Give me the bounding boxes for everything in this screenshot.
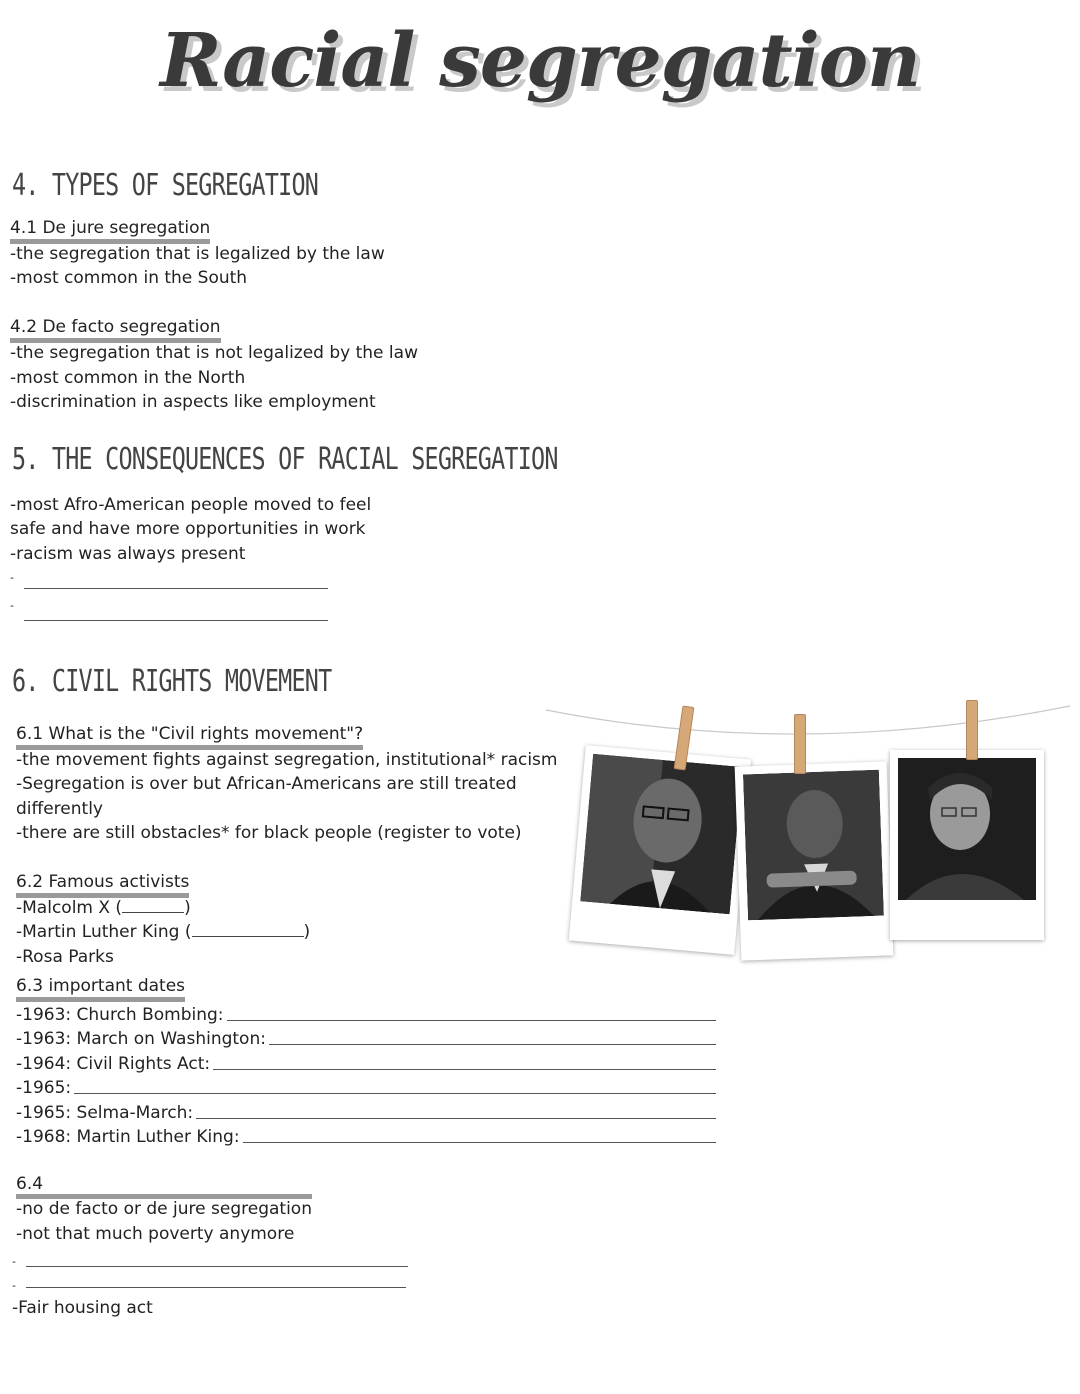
section-4-1-line: -most common in the South [10, 268, 248, 288]
section-6-1-line: -there are still obstacles* for black people (register to vote) [16, 823, 522, 843]
fill-in-line [26, 1287, 406, 1288]
section-6-3-subheading: 6.3 important dates [16, 976, 185, 996]
section-6-1-line: -the movement fights against segregation, institutional* racism [16, 750, 558, 770]
section-6-4-line: -not that much poverty anymore [16, 1224, 295, 1244]
polaroid-photo-malcolm-x [569, 745, 751, 955]
section-5-line: -racism was always present [10, 544, 246, 564]
section-4-2-line: -discrimination in aspects like employment [10, 392, 376, 412]
photo-malcolm-x [580, 754, 742, 915]
section-4-2-line: -the segregation that is not legalized by the law [10, 343, 418, 363]
activist-malcolm-x: -Malcolm X ( ) [16, 898, 191, 918]
date-item: -1965: Selma-March: [16, 1098, 716, 1123]
section-5-heading: 5. THE CONSEQUENCES OF RACIAL SEGREGATION [12, 442, 558, 477]
blank-marker: - [10, 599, 14, 612]
section-4-1-line: -the segregation that is legalized by the law [10, 244, 385, 264]
date-item: -1965: [16, 1074, 716, 1099]
activist-martin-luther-king: -Martin Luther King ( ) [16, 922, 311, 942]
section-4-2-line: -most common in the North [10, 368, 246, 388]
photo-martin-luther-king [743, 770, 884, 921]
section-6-4-subheading: 6.4 [16, 1174, 312, 1199]
section-6-4-last-line: -Fair housing act [12, 1298, 153, 1318]
dates-list [16, 1000, 716, 1147]
section-4-heading: 4. TYPES OF SEGREGATION [12, 168, 319, 203]
fill-in-line [24, 620, 328, 621]
section-4-1-subheading: 4.1 De jure segregation [10, 218, 210, 238]
date-item: -1963: Church Bombing: [16, 1000, 716, 1025]
section-6-1-line: -Segregation is over but African-Americans are still treated [16, 774, 517, 794]
activist-rosa-parks: -Rosa Parks [16, 947, 114, 967]
blank-marker: - [12, 1279, 16, 1292]
photo-rosa-parks [898, 758, 1036, 900]
polaroid-photo-rosa-parks [890, 750, 1044, 940]
section-6-1-subheading: 6.1 What is the "Civil rights movement"? [16, 724, 363, 744]
section-6-1-line: differently [16, 799, 103, 819]
section-5-line: safe and have more opportunities in work [10, 519, 366, 539]
fill-in-line [26, 1266, 408, 1267]
section-6-heading: 6. CIVIL RIGHTS MOVEMENT [12, 664, 332, 699]
blank-marker: - [12, 1255, 16, 1268]
blank-marker: - [10, 571, 14, 584]
section-4-2-subheading: 4.2 De facto segregation [10, 317, 221, 337]
fill-in-line [24, 588, 328, 589]
date-item: -1964: Civil Rights Act: [16, 1049, 716, 1074]
polaroid-photo-martin-luther-king [735, 761, 894, 960]
section-6-4-line: -no de facto or de jure segregation [16, 1199, 312, 1219]
date-item: -1963: March on Washington: [16, 1025, 716, 1050]
clothespin [794, 714, 806, 774]
clothespin [966, 700, 978, 760]
date-item: -1968: Martin Luther King: [16, 1123, 716, 1148]
section-6-2-subheading: 6.2 Famous activists [16, 872, 189, 892]
section-5-line: -most Afro-American people moved to feel [10, 495, 372, 515]
page-title: Racial segregation [160, 18, 920, 104]
